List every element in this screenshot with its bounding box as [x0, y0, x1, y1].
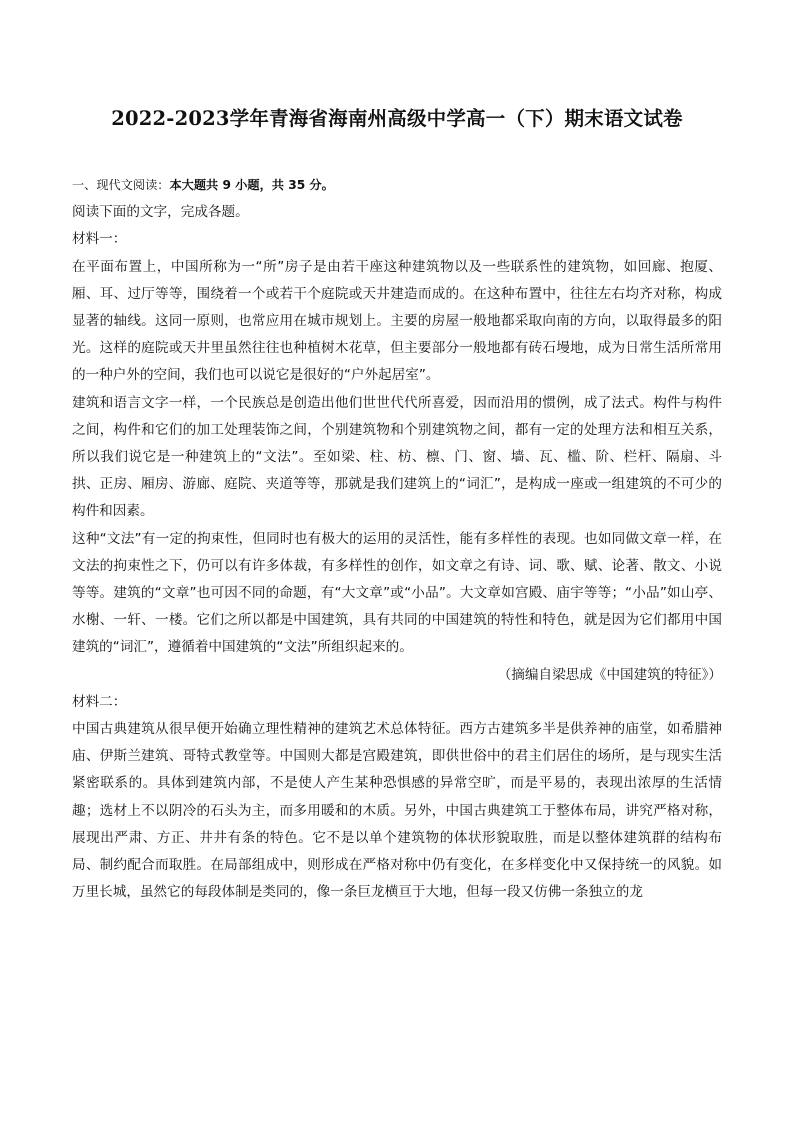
material-1-source: （摘编自梁思成《中国建筑的特征》） — [497, 666, 722, 683]
section-prefix: 一、现代文阅读： — [72, 178, 170, 192]
reading-instruction: 阅读下面的文字，完成各题。 — [72, 204, 249, 221]
section-info: 本大题共 9 小题，共 35 分。 — [169, 178, 334, 192]
section-heading — [72, 172, 722, 199]
page-title: 2022-2023学年青海省海南州高级中学高一（下）期末语文试卷 — [111, 107, 683, 130]
material-1-paragraph-1: 在平面布置上，中国所称为一“所”房子是由若干座这种建筑物以及一些联系性的建筑物，如回廊、抱厦、厢、耳、过厅等等，围绕着一个或若干个庭院或天井建造而成的。在这种布置中，往往左右均齐对称，构成显著的轴线。这同一原则，也常应用在城市规划上。主要的房屋一般地都采取向南的方向，以取得最多的阳光。这样的庭院或天井里虽然往往也种植树木花草，但主要部分一般地都有砖石墁地，成为日常生活所常用的一种户外的空间，我们也可以说它是很好的“户外起居室”。 — [72, 258, 722, 384]
material-1-label: 材料一： — [72, 231, 127, 248]
document-body — [72, 172, 722, 906]
material-1-paragraph-3: 这种“文法”有一定的拘束性，但同时也有极大的运用的灵活性，能有多样性的表现。也如同做文章一样，在文法的拘束性之下，仍可以有许多体裁，有多样性的创作，如文章之有诗、词、歌、赋、论著、散文、小说等等。建筑的“文章”也可因不同的命题，有“大文章”或“小品”。大文章如宫殿、庙宇等等；“小品”如山亭、水榭、一轩、一楼。它们之所以都是中国建筑，具有共同的中国建筑的特性和特色，就是因为它们都用中国建筑的“词汇”，遵循着中国建筑的“文法”所组织起来的。 — [72, 530, 722, 656]
material-1-paragraph-2: 建筑和语言文字一样，一个民族总是创造出他们世世代代所喜爱，因而沿用的惯例，成了法式。构件与构件之间，构件和它们的加工处理装饰之间，个别建筑物和个别建筑物之间，都有一定的处理方法和相互关系，所以我们说它是一种建筑上的“文法”。至如梁、柱、枋、檩、门、窗、墙、瓦、槛、阶、栏杆、隔扇、斗拱、正房、厢房、游廊、庭院、夹道等等，那就是我们建筑上的“词汇”，是构成一座或一组建筑的不可少的构件和因素。 — [72, 394, 722, 520]
material-2-label: 材料二： — [72, 693, 127, 710]
material-2-paragraph-1: 中国古典建筑从很早便开始确立理性精神的建筑艺术总体特征。西方古建筑多半是供养神的庙堂，如希腊神庙、伊斯兰建筑、哥特式教堂等。中国则大都是宫殿建筑，即供世俗中的君主们居住的场所，是与现实生活紧密联系的。具体到建筑内部，不是使人产生某种恐惧感的异常空旷，而是平易的，表现出浓厚的生活情趣；选材上不以阴冷的石头为主，而多用暖和的木质。另外，中国古典建筑工于整体布局，讲究严格对称，展现出严肃、方正、井井有条的特色。它不是以单个建筑物的体状形貌取胜，而是以整体建筑群的结构布局、制约配合而取胜。在局部组成中，则形成在严格对称中仍有变化，在多样变化中又保持统一的风貌。如万里长城，虽然它的每段体制是类同的，像一条巨龙横亘于大地，但每一段又仿佛一条独立的龙 — [72, 721, 722, 901]
